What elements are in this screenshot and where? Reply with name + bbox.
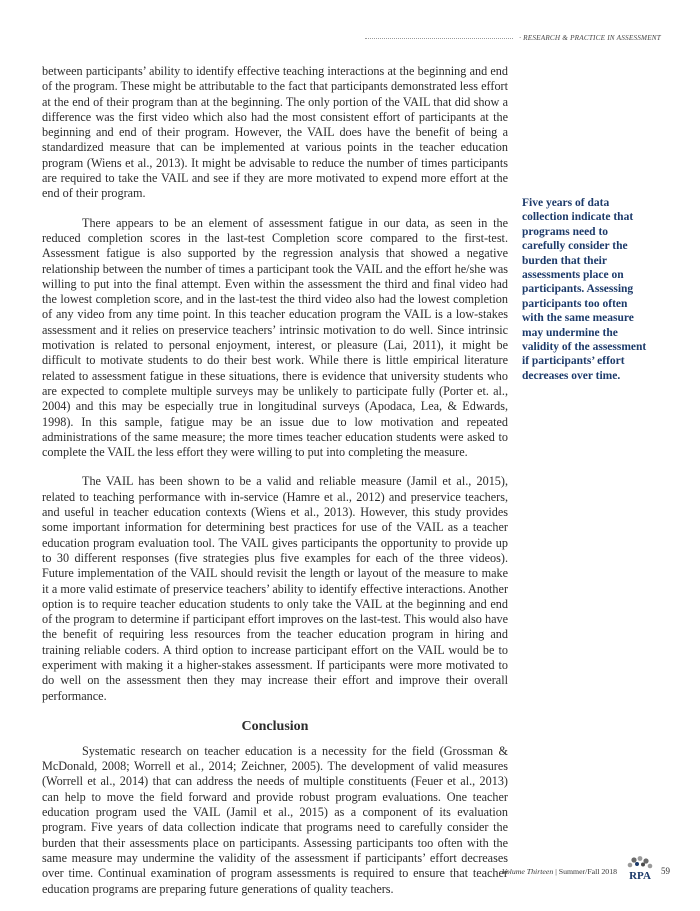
paragraph-2: There appears to be an element of assessment fatigue in our data, as seen in the reduced completion scores in the last-test Completion score compared to the first-test. Assessment fatigue is also supported by the regression analysis that showed a negative relationship between the number of times a participant took the VAIL and the effort he/she was willing to put into the final attempt. Even within the assessment the third and final video had the lowest completion score, and in the last-test the third video also had the lowest completion of any video from any time point. In this teacher education program the VAIL is a low-stakes assessment and it relies on preservice teachers’ intrinsic motivation to do well. Since intrinsic motivation is related to personal enjoyment, interest, or pleasure (Lai, 2011), it might be difficult to motivate students to do their best work. While there is little empirical literature related to assessment fatigue in these situations, there is evidence that university students who are expected to complete multiple surveys may be unlikely to participate fully (Porter et. al., 2004) and this may be especially true in longitudinal surveys (Apodaca, Lea, & Edwards, 1998). In this sample, fatigue may be an issue due to low motivation and repeated administrations of the same measure; the more times teacher education students were asked to complete the VAIL the less effort they were willing to put into completing the measure. [42, 215, 508, 460]
paragraph-3: The VAIL has been shown to be a valid and reliable measure (Jamil et al., 2015), related to teaching performance with in-service (Hamre et al., 2012) and preservice teachers, and useful in teacher education contexts (Wiens et al., 2013). However, this study provides some important information for determining best practices for use of the VAIL as a teacher education program evaluation tool. The VAIL gives participants the opportunity to provide up to 30 different responses (five strategies plus five examples for each of the three videos). Future implementation of the VAIL should revisit the length or layout of the measure to make it a more valid estimate of preservice teachers’ ability to identify effective interactions. Another option is to require teacher education students to only take the VAIL at the beginning and end of the program to determine if participant effort improves on the last-test. This would also have the benefit of requiring less resources from the teacher education program in hiring and training reliable coders. A third option to increase participant effort on the VAIL would be to experiment with making it a higher-stakes assessment. If participants were more motivated to do well on the assessment then they may increase their effort and improve their overall performance. [42, 474, 508, 703]
conclusion-heading: Conclusion [241, 718, 309, 734]
running-header [365, 31, 661, 45]
rpa-logo-icon [625, 855, 655, 887]
issue-label: | Summer/Fall 2018 [555, 866, 617, 876]
journal-title: · RESEARCH & PRACTICE IN ASSESSMENT [519, 34, 661, 42]
conclusion-paragraph: Systematic research on teacher education is a necessity for the field (Grossman & McDonald, 2008; Worrell et al., 2014; Zeichner, 2005). The development of valid measures (Worrell et al., 2014) that can address the needs of multiple constituents (Feuer et al., 2013) can help to move the field forward and provide robust program evaluations. One teacher education program used the VAIL (Jamil et al., 2015) as a component of its evaluation program. Five years of data collection indicate that programs need to carefully consider the burden that their assessments place on participants. Assessing participants too often with the same measure may undermine the validity of the assessment if participants’ effort decreases over time. Continual examination of program assessments is required to ensure that teacher education programs are preparing future generations of quality teachers. [42, 743, 508, 896]
volume-label: Volume Thirteen [501, 866, 554, 876]
paragraph-1: between participants’ ability to identify effective teaching interactions at the beginning and end of the program. These might be attributable to the fact that participants demonstrated less effort at the end of their program than at the beginning. The only portion of the VAIL that did show a difference was the first video which also had the most consistent effort of participants at the beginning and end of their program. However, the VAIL does have the benefit of being a standardized measure that can be implemented at various points in the teacher education program (Wiens et al., 2013). It might be advisable to reduce the number of times participants are required to take the VAIL and see if they are more motivated to expend more effort at the end of their program. [42, 64, 508, 201]
article-body [42, 64, 508, 911]
page-footer [420, 860, 670, 882]
svg-text:RPA: RPA [629, 870, 651, 882]
header-dotted-rule [365, 38, 513, 39]
page-number: 59 [661, 866, 670, 876]
pull-quote: Five years of data collection indicate that programs need to carefully consider the burden that their assessments place on participants. Assessing participants too often with the same measure may undermine the validity of the assessment if participants’ effort decreases over time. [522, 197, 647, 382]
